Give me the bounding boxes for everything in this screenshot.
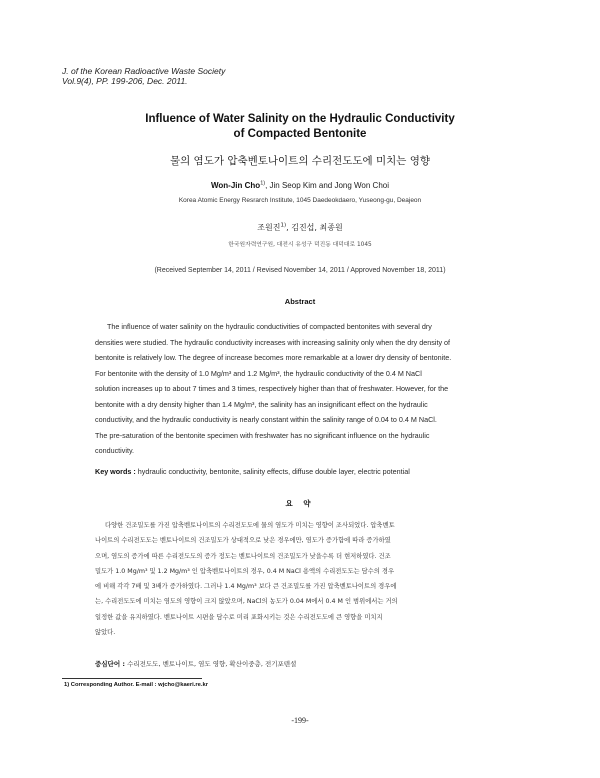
abstract-line: bentonite with a dry density higher than 1.4 Mg/m³, the salinity has an insignificant effect on the hydraulic — [95, 399, 428, 409]
abstract-line: The influence of water salinity on the hydraulic conductivities of compacted bentonites with several dry — [107, 322, 432, 331]
korean-abstract-heading: 요 약 — [285, 499, 315, 508]
keywords-korean-label: 중심단어 : — [95, 660, 125, 668]
lead-author-korean-mark: 1) — [280, 222, 287, 229]
journal-volume: Vol.9(4), PP. 199-206, Dec. 2011. — [62, 76, 188, 86]
journal-citation — [62, 66, 225, 86]
korean-abstract-line: 다양한 건조밀도를 가진 압축벤토나이트의 수리전도도에 물의 염도가 미치는 영향이 조사되었다. 압축벤토 — [105, 522, 395, 529]
keywords-text: hydraulic conductivity, bentonite, salinity effects, diffuse double layer, electric potential — [137, 467, 410, 476]
abstract-line: bentonite is relatively low. The degree of increase becomes more remarkable at a lower dry density of bentonite. — [95, 353, 452, 362]
korean-abstract-line: 일정한 값을 유지하였다. 벤토나이트 시편을 담수로 미리 포화시키는 것은 수리전도도에 큰 영향을 미치지 — [95, 613, 383, 621]
keywords-korean-text: 수리전도도, 벤토나이트, 염도 영향, 확산이중층, 전기포텐셜 — [127, 660, 297, 668]
lead-author-english-mark: 1) — [260, 180, 266, 187]
title-korean: 물의 염도가 압축벤토나이트의 수리전도도에 미치는 영향 — [169, 155, 431, 167]
abstract-body — [95, 319, 509, 459]
footnote-divider — [62, 678, 202, 679]
korean-abstract-line: 으며, 염도의 증가에 따른 수리전도도의 증가 정도는 벤토나이트의 건조밀도가 낮을수록 더 현저하였다. 건조 — [95, 552, 391, 560]
affiliation-english: Korea Atomic Energy Resrarch Institute, 1045 Daedeokdaero, Yuseong-gu, Deajeon — [178, 197, 422, 204]
co-authors-korean: , 김진섭, 최종원 — [286, 223, 343, 232]
keywords-english — [95, 467, 515, 476]
title-english — [60, 112, 540, 142]
abstract-line: conductivity. — [95, 446, 135, 455]
abstract-line: For bentonite with the density of 1.0 Mg/m³ and 1.2 Mg/m³, the hydraulic conductivity of the 0.4 M NaCl — [95, 368, 422, 378]
corresponding-author-footnote: 1) Corresponding Author. E-mail : wjcho@kaeri.re.kr — [64, 682, 208, 688]
korean-abstract-line: 않았다. — [95, 629, 116, 637]
authors-english — [60, 181, 540, 190]
journal-name: J. of the Korean Radioactive Waste Society — [62, 66, 226, 76]
authors-korean — [60, 222, 540, 233]
title-english-line-2: of Compacted Bentonite — [233, 128, 367, 140]
keywords-label: Key words : — [95, 467, 136, 476]
lead-author-english: Won-Jin Cho — [211, 181, 261, 190]
title-english-line-1: Influence of Water Salinity on the Hydraulic Conductivity — [145, 113, 455, 125]
abstract-line: densities were studied. The hydraulic conductivity increases with increasing salinity only when the dry density of — [95, 337, 451, 347]
korean-abstract-line: 나이트의 수리전도도는 벤토나이트의 건조밀도가 상대적으로 낮은 경우에만, 염도가 증가함에 따라 증가하였 — [95, 537, 391, 545]
abstract-line: conductivity, and the hydraulic conductivity is nearly constant within the salinity range of 0.04 to 0.4 M NaCl. — [95, 415, 437, 424]
abstract-line: The pre-saturation of the bentonite specimen with freshwater has no significant influence on the hydraulic — [95, 430, 430, 440]
abstract-line: solution increases up to about 7 times and 3 times, respectively higher than that of freshwater. However, for the — [95, 384, 449, 393]
received-dates: (Received September 14, 2011 / Revised November 14, 2011 / Approved November 18, 2011) — [154, 267, 446, 274]
korean-abstract-line: 에 비해 각각 7배 및 3배가 증가하였다. 그러나 1.4 Mg/m³ 보다 큰 건조밀도를 가진 압축벤토나이트의 경우에 — [95, 583, 397, 591]
page-number: -199- — [291, 716, 309, 725]
affiliation-korean: 한국원자력연구원, 대전시 유성구 덕진동 대덕대로 1045 — [228, 242, 372, 248]
co-authors-english: , Jin Seop Kim and Jong Won Choi — [265, 181, 389, 190]
keywords-korean — [95, 659, 515, 668]
abstract-heading: Abstract — [284, 297, 316, 306]
korean-abstract-line: 밀도가 1.0 Mg/m³ 및 1.2 Mg/m³ 인 압축벤토나이트의 경우, 0.4 M NaCl 용액의 수리전도도는 담수의 경우 — [95, 567, 395, 575]
korean-abstract-body — [95, 518, 513, 640]
lead-author-korean: 조원진 — [257, 223, 281, 232]
korean-abstract-line: 는, 수리전도도에 미치는 염도의 영향이 크지 않았으며, NaCl의 농도가 0.04 M에서 0.4 M 인 범위에서는 거의 — [95, 598, 398, 606]
